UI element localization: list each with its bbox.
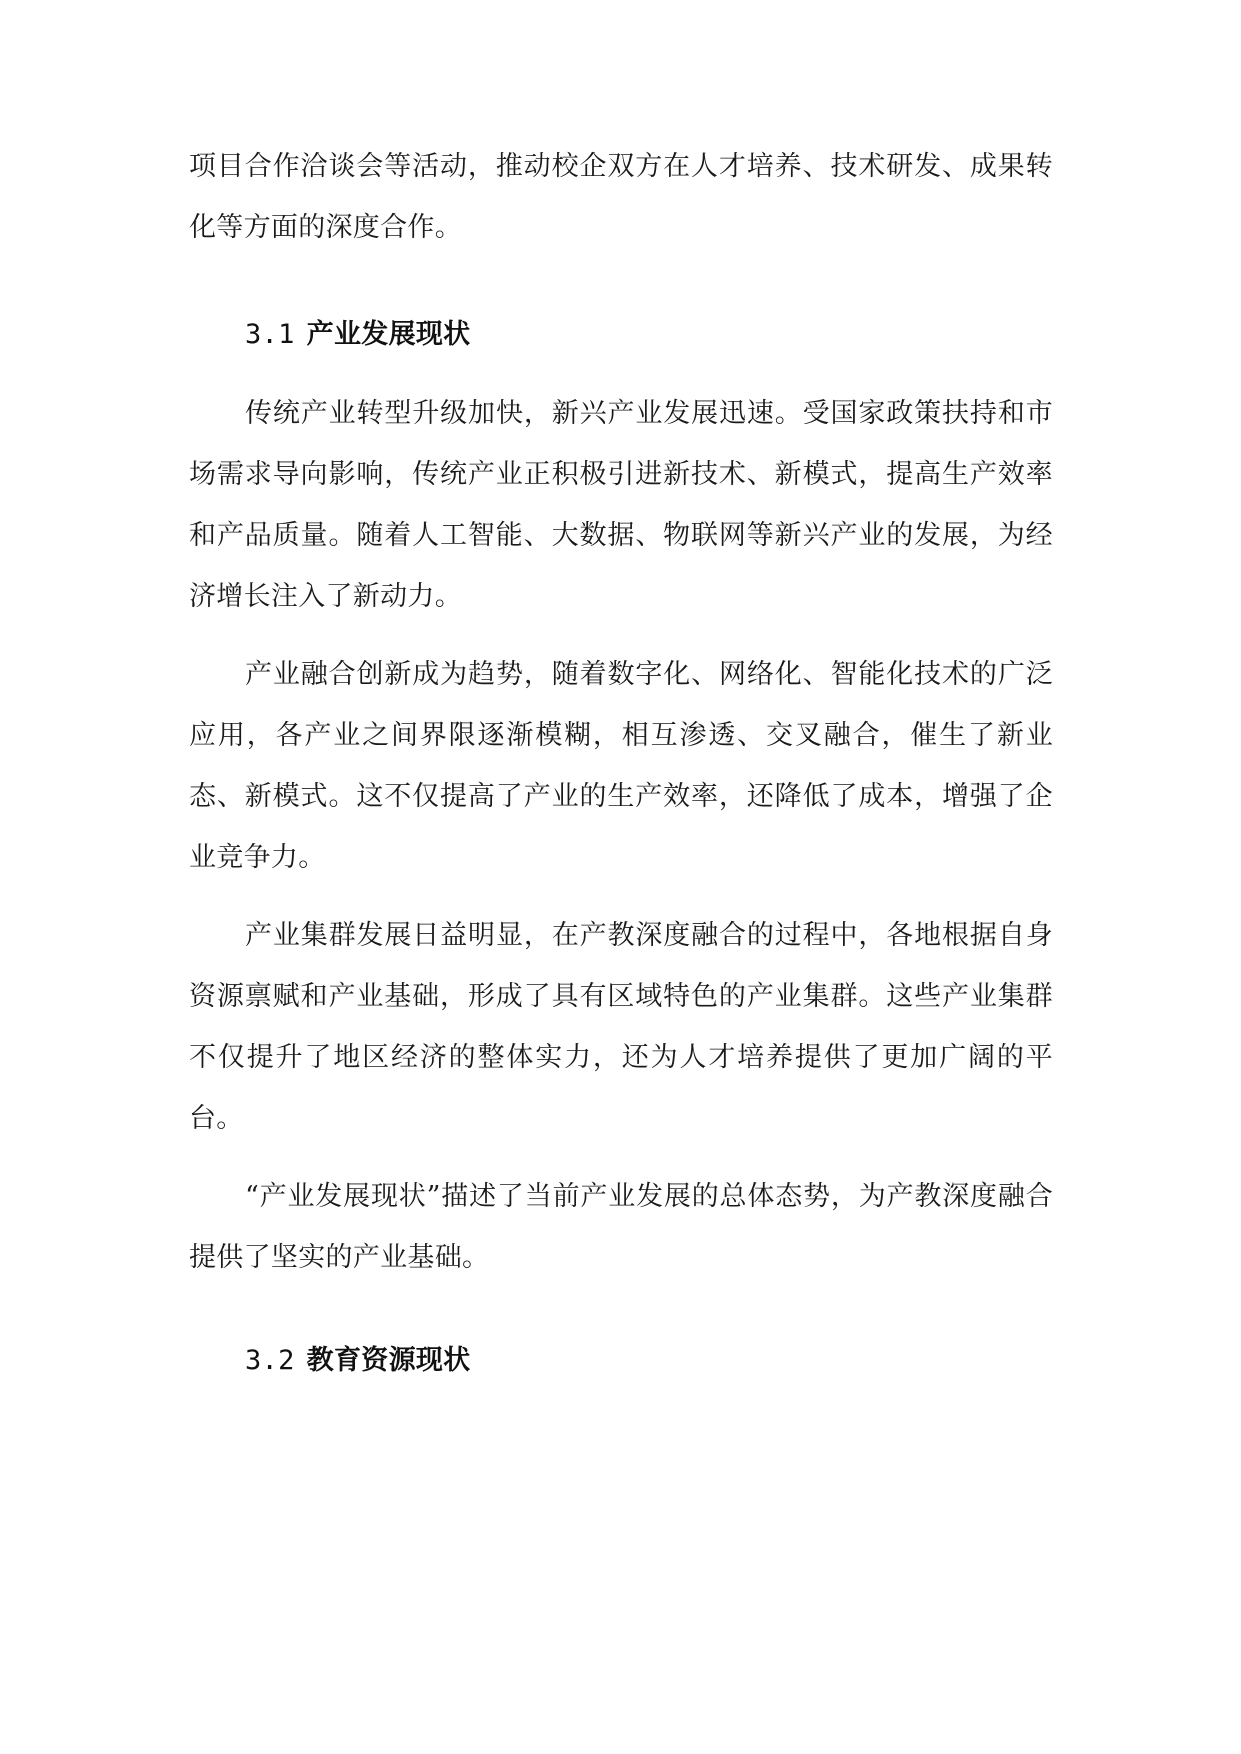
section-number: 3.2 — [245, 1345, 295, 1376]
section-number: 3.1 — [245, 319, 295, 350]
paragraph-industry-cluster: 产业集群发展日益明显，在产教深度融合的过程中，各地根据自身资源禀赋和产业基础，形成了具有区域特色的产业集群。这些产业集群不仅提升了地区经济的整体实力，还为人才培养提供了更加广阔的平台。 — [189, 920, 1053, 1134]
paragraph-summary: “产业发展现状”描述了当前产业发展的总体态势，为产教深度融合提供了坚实的产业基础。 — [189, 1181, 1053, 1273]
section-title: 教育资源现状 — [306, 1345, 471, 1376]
continuation-paragraph: 项目合作洽谈会等活动，推动校企双方在人才培养、技术研发、成果转化等方面的深度合作。 — [189, 151, 1053, 243]
document-body — [189, 136, 1053, 1409]
section-heading-3-2 — [189, 1330, 1053, 1391]
paragraph-traditional-industry: 传统产业转型升级加快，新兴产业发展迅速。受国家政策扶持和市场需求导向影响，传统产业正积极引进新技术、新模式，提高生产效率和产品质量。随着人工智能、大数据、物联网等新兴产业的发展，为经济增长注入了新动力。 — [189, 398, 1053, 612]
section-heading-3-1 — [189, 304, 1053, 365]
section-title: 产业发展现状 — [306, 319, 471, 350]
paragraph-industry-fusion: 产业融合创新成为趋势，随着数字化、网络化、智能化技术的广泛应用，各产业之间界限逐渐模糊，相互渗透、交叉融合，催生了新业态、新模式。这不仅提高了产业的生产效率，还降低了成本，增强了企业竞争力。 — [189, 659, 1053, 873]
